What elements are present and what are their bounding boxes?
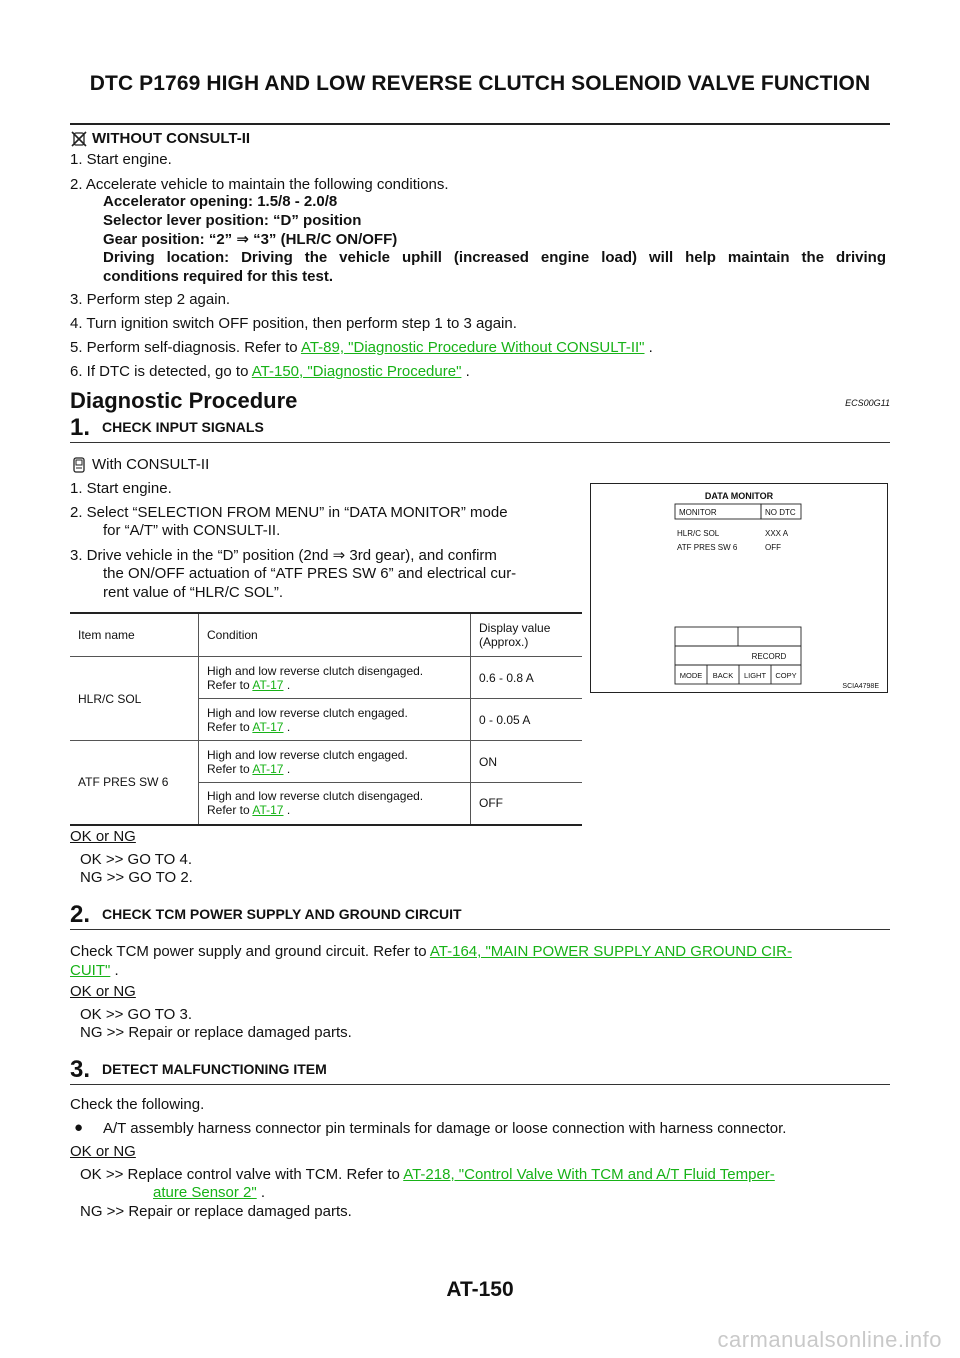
td-ref-text: Refer to [207,761,253,776]
wc-cond4a: Driving location: Driving the vehicle uphill (increased engine load) will help maintain the driving [103,249,886,266]
td-cond-ref [207,803,462,817]
step3-rule [70,1084,890,1085]
td-ref-text: Refer to [207,677,253,692]
dm-val1: XXX A [765,529,789,538]
no-consult-icon [71,131,87,147]
step2-text-pre: Check TCM power supply and ground circuit. Refer to [70,943,430,960]
step3-title: DETECT MALFUNCTIONING ITEM [102,1061,327,1077]
td-value: 0.6 - 0.8 A [471,657,583,699]
td-cond-ref [207,678,462,692]
dm-item1: HLR/C SOL [677,529,720,538]
td-cond-text: High and low reverse clutch disengaged. [207,663,424,678]
watermark: carmanualsonline.info [717,1327,942,1352]
s1-step3b: the ON/OFF actuation of “ATF PRES SW 6” and electrical cur- [103,565,517,582]
s1-step3a: 3. Drive vehicle in the “D” position (2nd ⇒ 3rd gear), and confirm [70,547,497,564]
dm-title: DATA MONITOR [704,491,774,501]
dm-code: SCIA4798E [842,683,879,690]
wc-step3: 3. Perform step 2 again. [70,291,231,308]
link-at89[interactable]: AT-89, "Diagnostic Procedure Without CONSULT-II" [300,339,645,356]
step3-ng: NG >> Repair or replace damaged parts. [80,1203,352,1220]
wc-cond3: Gear position: “2” ⇒ “3” (HLR/C ON/OFF) [103,231,398,248]
wc-step1: 1. Start engine. [70,151,172,168]
wc-cond2: Selector lever position: “D” position [103,212,362,229]
s1-step1: 1. Start engine. [70,480,172,497]
step2-number: 2. [70,901,91,928]
step2-title: CHECK TCM POWER SUPPLY AND GROUND CIRCUIT [102,906,462,922]
td-value: ON [471,741,583,783]
diag-code: ECS00G11 [845,398,890,408]
td-value: 0 - 0.05 A [471,699,583,741]
step3-ok-cont [153,1184,265,1201]
step2-ok: OK >> GO TO 3. [80,1006,192,1023]
link-at17[interactable]: AT-17 [252,677,284,692]
link-at17[interactable]: AT-17 [252,761,284,776]
wc-cond1: Accelerator opening: 1.5/8 - 2.0/8 [103,193,338,210]
dm-col-nodtc: NO DTC [765,508,796,517]
step2-text-post: . [110,962,119,979]
td-ref-post: . [283,803,291,818]
data-monitor-screen [591,484,887,692]
spec-table [70,612,582,826]
bullet-icon: ● [74,1119,84,1136]
step2-ok-ng: OK or NG [70,983,136,1000]
header-rule [70,123,890,125]
dm-btn-back: BACK [712,671,734,680]
td-item-hlrc: HLR/C SOL [70,657,199,741]
wc-step2: 2. Accelerate vehicle to maintain the following conditions. [70,176,449,193]
wc-step4: 4. Turn ignition switch OFF position, then perform step 1 to 3 again. [70,315,517,332]
s1-step2a: 2. Select “SELECTION FROM MENU” in “DATA MONITOR” mode [70,504,508,521]
td-cond [199,657,471,699]
dm-col-monitor: MONITOR [679,508,717,517]
step3-ok-text: OK >> Replace control valve with TCM. Refer to [80,1166,404,1183]
wc-step6 [70,363,470,380]
td-ref-text: Refer to [207,719,253,734]
step3-bullet: A/T assembly harness connector pin terminals for damage or loose connection with harness connector. [103,1120,787,1137]
table-header-row [70,613,582,657]
td-ref-post: . [283,677,291,692]
td-cond [199,741,471,783]
th-display: Display value (Approx.) [471,613,583,657]
td-cond-text: High and low reverse clutch engaged. [207,747,408,762]
th-condition: Condition [199,613,471,657]
wc-step5 [70,339,653,356]
table-row [70,657,582,699]
step2-text [70,943,792,960]
dm-btn-record: RECORD [751,652,787,661]
step3-ok-post: . [256,1184,266,1201]
diag-title: Diagnostic Procedure [70,388,298,413]
step1-title: CHECK INPUT SIGNALS [102,419,264,435]
dm-item2: ATF PRES SW 6 [677,543,738,552]
table-row [70,741,582,783]
wc-cond4b: conditions required for this test. [103,268,334,285]
dm-btn-light: LIGHT [743,671,767,680]
link-at17[interactable]: AT-17 [252,719,284,734]
step1-ok-ng: OK or NG [70,828,136,845]
consult-icon [71,457,87,473]
dm-btn-copy: COPY [775,671,797,680]
td-ref-post: . [283,761,291,776]
step3-ok [80,1166,775,1183]
wc-step6-text: 6. If DTC is detected, go to [70,363,252,380]
td-ref-text: Refer to [207,803,253,818]
td-cond-text: High and low reverse clutch engaged. [207,705,408,720]
with-consult-heading: With CONSULT-II [92,456,210,473]
wc-step6-post: . [461,363,470,380]
td-cond [199,783,471,825]
page-title: DTC P1769 HIGH AND LOW REVERSE CLUTCH SOLENOID VALVE FUNCTION [89,72,871,95]
step3-ok-ng: OK or NG [70,1143,136,1160]
td-value: OFF [471,783,583,825]
wc-step5-post: . [644,339,653,356]
td-item-atfpres: ATF PRES SW 6 [70,741,199,825]
link-at150[interactable]: AT-150, "Diagnostic Procedure" [251,363,462,380]
link-at218[interactable]: AT-218, "Control Valve With TCM and A/T Fluid Temper- [403,1166,775,1183]
s1-step2b: for “A/T” with CONSULT-II. [103,522,281,539]
data-monitor-figure [590,483,888,693]
step3-intro: Check the following. [70,1096,205,1113]
link-at218-cont[interactable]: ature Sensor 2" [153,1184,257,1201]
step1-rule [70,442,890,443]
s1-step3c: rent value of “HLR/C SOL”. [103,584,284,601]
step2-ng: NG >> Repair or replace damaged parts. [80,1024,352,1041]
td-ref-post: . [283,719,291,734]
wc-step5-text: 5. Perform self-diagnosis. Refer to [70,339,301,356]
dm-val2: OFF [765,543,781,552]
link-at17[interactable]: AT-17 [252,803,284,818]
step2-text-cont [70,962,119,979]
step2-rule [70,929,890,930]
step3-number: 3. [70,1056,91,1083]
step1-ok: OK >> GO TO 4. [80,851,192,868]
step1-number: 1. [70,414,91,441]
th-item: Item name [70,613,199,657]
link-at164-cont[interactable]: CUIT" [70,962,111,979]
td-cond [199,699,471,741]
td-cond-ref [207,720,462,734]
link-at164[interactable]: AT-164, "MAIN POWER SUPPLY AND GROUND CIR- [429,943,792,960]
td-cond-ref [207,762,462,776]
dm-btn-mode: MODE [679,671,703,680]
td-cond-text: High and low reverse clutch disengaged. [207,789,424,804]
step1-ng: NG >> GO TO 2. [80,869,193,886]
page-number: AT-150 [446,1278,514,1301]
without-consult-heading: WITHOUT CONSULT-II [92,130,251,147]
